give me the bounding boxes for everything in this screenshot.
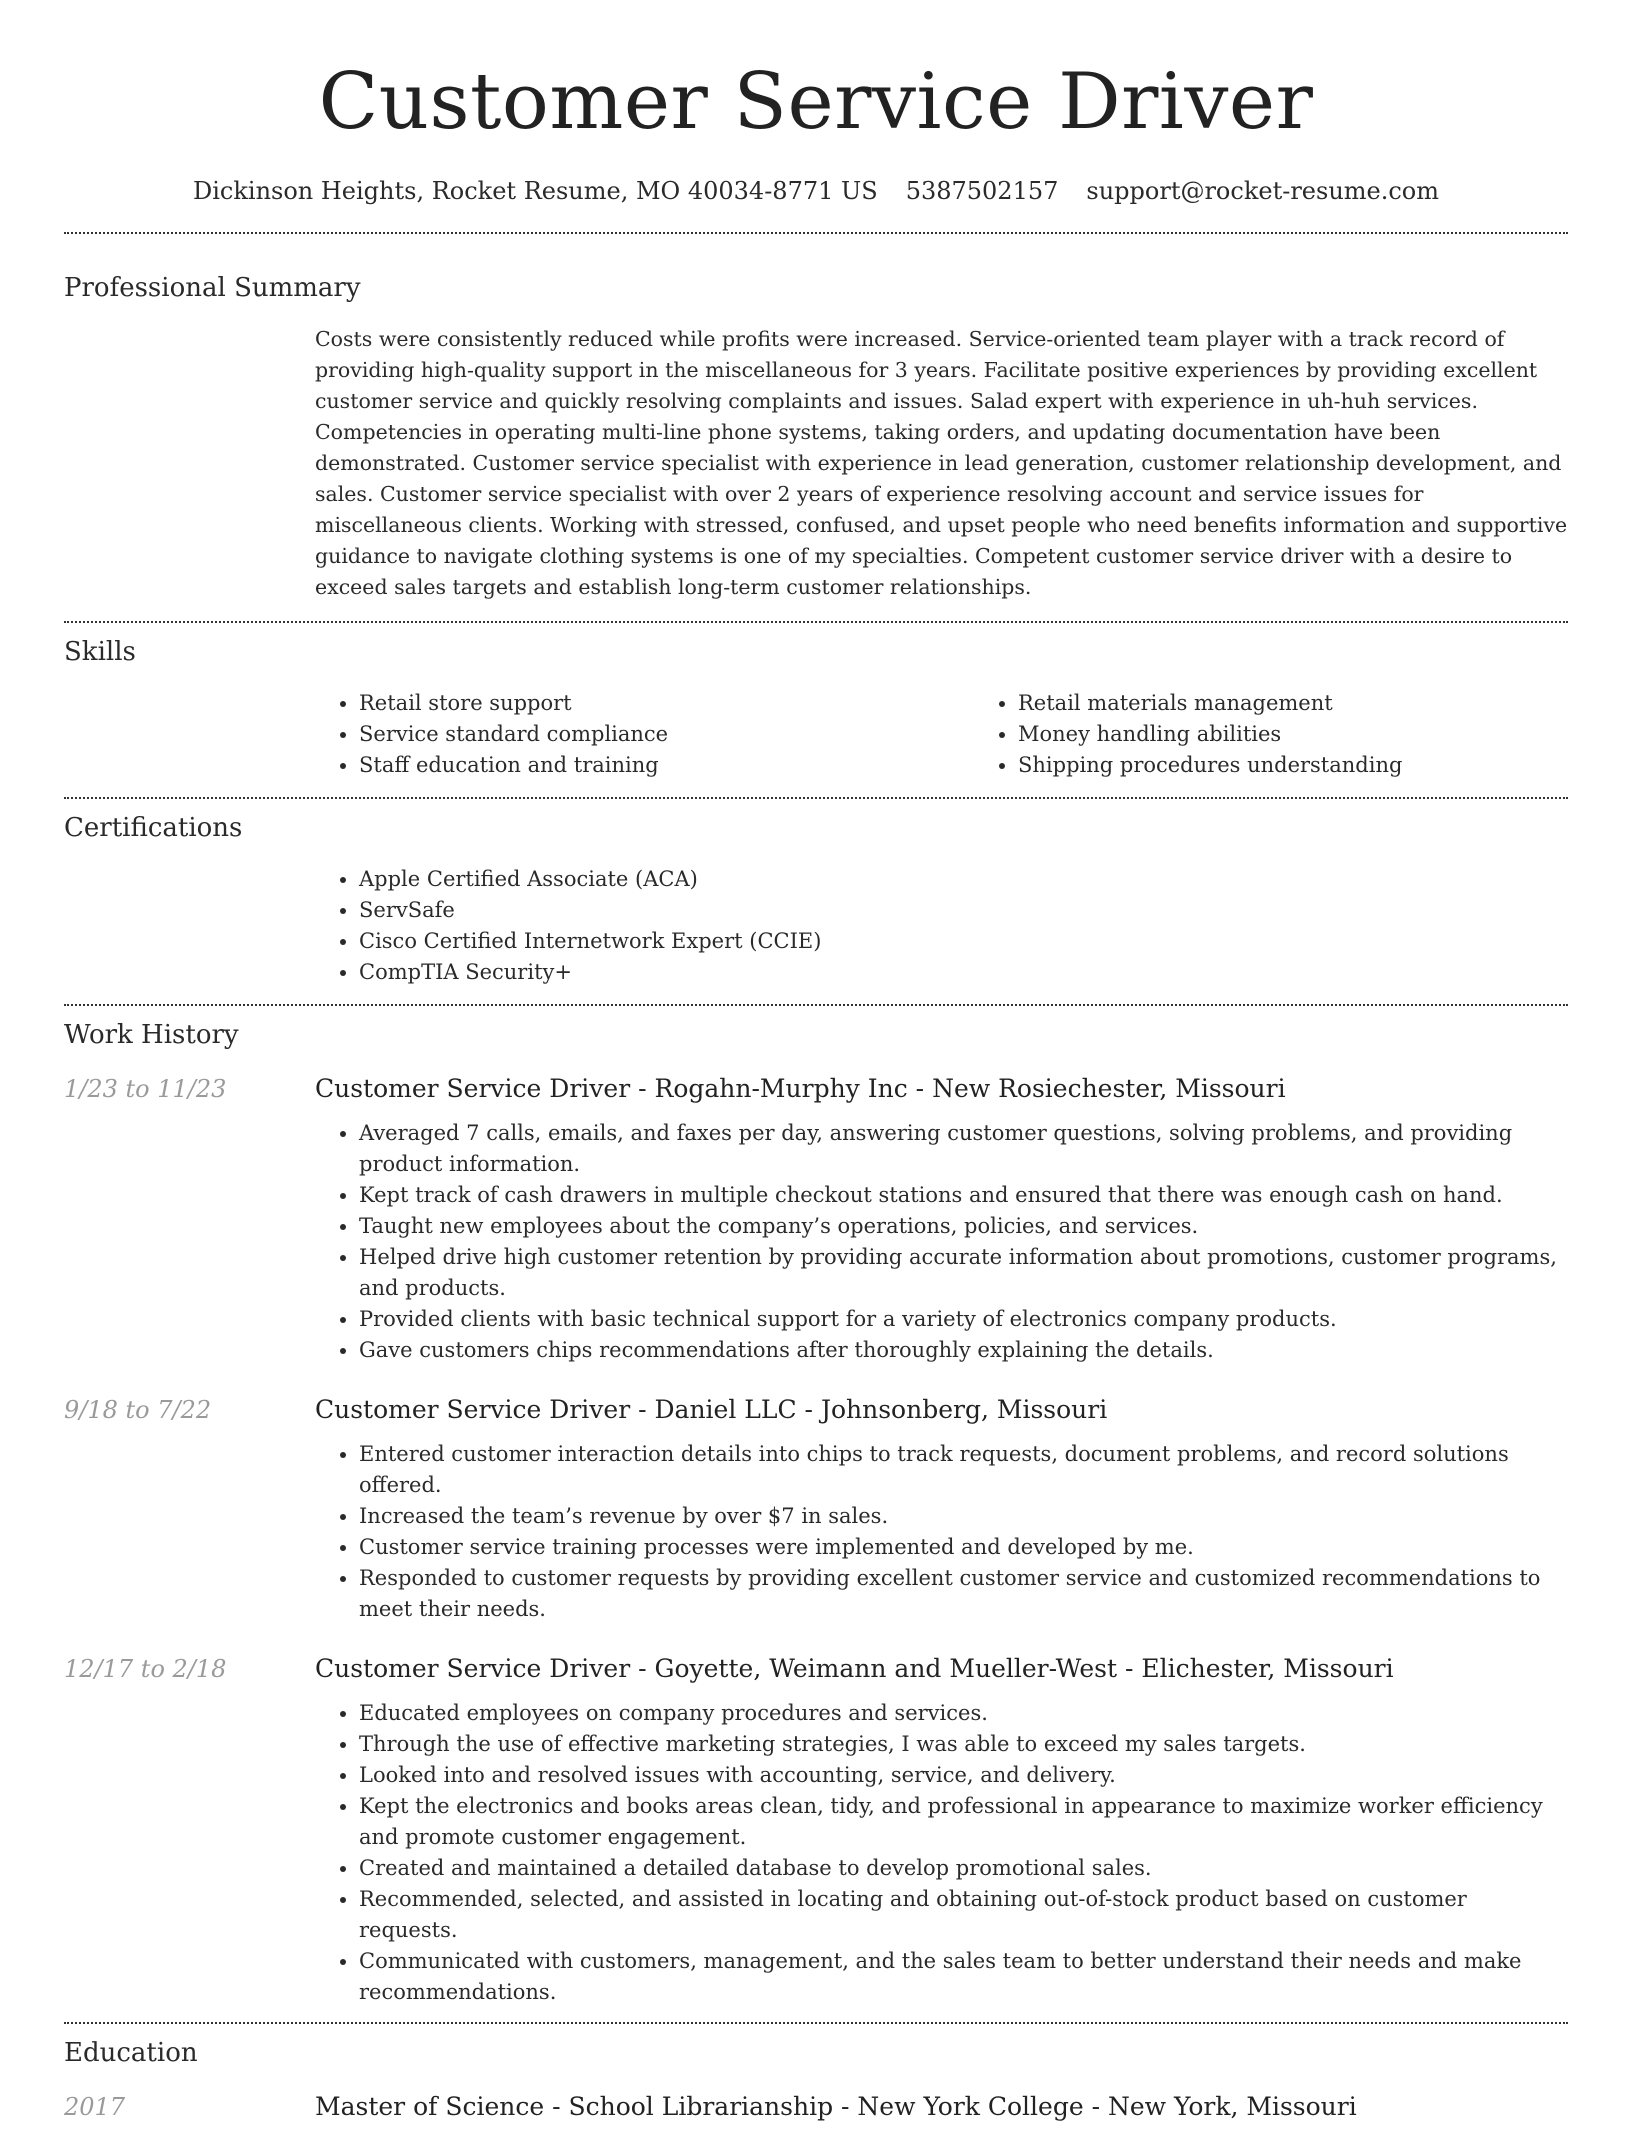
job-bullet: • Gave customers chips recommendations after thoroughly explaining the details. <box>359 1335 1568 1366</box>
job-bullet: • Provided clients with basic technical support for a variety of electronics company products. <box>359 1304 1568 1335</box>
job-bullet: • Averaged 7 calls, emails, and faxes per day, answering customer questions, solving problems, and providing product information. <box>359 1118 1568 1180</box>
job-title: Customer Service Driver - Goyette, Weimann and Mueller-West - Elichester, Missouri <box>315 1654 1394 1683</box>
education-section <box>64 2024 1568 2136</box>
job-bullet: • Taught new employees about the company’s operations, policies, and services. <box>359 1211 1568 1242</box>
job-bullet: • Kept the electronics and books areas clean, tidy, and professional in appearance to maximize worker efficiency and promote customer engagement. <box>359 1791 1568 1853</box>
section-title-skills: Skills <box>64 637 136 667</box>
certification-item: • Apple Certified Associate (ACA) <box>359 864 1568 895</box>
section-title-summary: Professional Summary <box>64 273 361 303</box>
job-title: Customer Service Driver - Rogahn-Murphy Inc - New Rosiechester, Missouri <box>315 1074 1286 1103</box>
education-date: 2017 <box>64 2093 126 2121</box>
summary-section <box>64 234 1568 623</box>
skill-item: • Retail materials management <box>1018 688 1632 719</box>
job-bullet: • Kept track of cash drawers in multiple checkout stations and ensured that there was enough cash on hand. <box>359 1180 1568 1211</box>
section-title-education: Education <box>64 2038 198 2068</box>
skill-item: • Staff education and training <box>359 750 974 781</box>
job-bullets <box>315 1698 1568 2008</box>
job-bullet: • Educated employees on company procedures and services. <box>359 1698 1568 1729</box>
skill-item: • Money handling abilities <box>1018 719 1632 750</box>
job-date: 12/17 to 2/18 <box>64 1655 227 1683</box>
certification-item: • CompTIA Security+ <box>359 957 1568 988</box>
skill-item: • Service standard compliance <box>359 719 974 750</box>
job-bullet: • Recommended, selected, and assisted in locating and obtaining out-of-stock product based on customer requests. <box>359 1884 1568 1946</box>
job-bullet: • Communicated with customers, management, and the sales team to better understand their needs and make recommendations. <box>359 1946 1568 2008</box>
resume-name: Customer Service Driver <box>318 57 1314 147</box>
section-title-work-history: Work History <box>64 1020 239 1050</box>
section-title-certifications: Certifications <box>64 813 243 843</box>
skills-list-right <box>974 688 1632 781</box>
job-date: 1/23 to 11/23 <box>64 1075 227 1103</box>
job-bullet: • Increased the team’s revenue by over $7 in sales. <box>359 1501 1568 1532</box>
contact-address: Dickinson Heights, Rocket Resume, MO 40034-8771 US <box>192 177 878 205</box>
job-bullets <box>315 1439 1568 1625</box>
education-title: Master of Science - School Librarianship - New York College - New York, Missouri <box>315 2092 1357 2121</box>
job-entry <box>64 1072 1568 1366</box>
education-entry <box>64 2090 1568 2136</box>
contact-line <box>64 174 1568 208</box>
skills-section <box>64 623 1568 799</box>
skill-item: • Shipping procedures understanding <box>1018 750 1632 781</box>
certifications-section <box>64 799 1568 1006</box>
job-entry <box>64 1652 1568 2008</box>
skills-list-left <box>315 688 974 781</box>
contact-phone: 5387502157 <box>905 177 1059 205</box>
job-date: 9/18 to 7/22 <box>64 1396 212 1424</box>
job-bullet: • Through the use of effective marketing strategies, I was able to exceed my sales targets. <box>359 1729 1568 1760</box>
job-bullet: • Created and maintained a detailed database to develop promotional sales. <box>359 1853 1568 1884</box>
certifications-list <box>315 864 1568 988</box>
certification-item: • Cisco Certified Internetwork Expert (CCIE) <box>359 926 1568 957</box>
work-history-section <box>64 1006 1568 2024</box>
job-bullet: • Entered customer interaction details into chips to track requests, document problems, and record solutions offered. <box>359 1439 1568 1501</box>
resume-page <box>64 0 1568 2136</box>
job-bullet: • Responded to customer requests by providing excellent customer service and customized recommendations to meet their needs. <box>359 1563 1568 1625</box>
job-bullet: • Helped drive high customer retention by providing accurate information about promotions, customer programs, and products. <box>359 1242 1568 1304</box>
certification-item: • ServSafe <box>359 895 1568 926</box>
job-bullet: • Customer service training processes were implemented and developed by me. <box>359 1532 1568 1563</box>
job-entry <box>64 1393 1568 1625</box>
job-title: Customer Service Driver - Daniel LLC - Johnsonberg, Missouri <box>315 1395 1108 1424</box>
job-bullets <box>315 1118 1568 1366</box>
contact-email[interactable]: support@rocket-resume.com <box>1086 177 1440 205</box>
job-bullet: • Looked into and resolved issues with accounting, service, and delivery. <box>359 1760 1568 1791</box>
summary-text: Costs were consistently reduced while profits were increased. Service-oriented team player with a track record of providing high-quality support in the miscellaneous for 3 years. Facilitate positive experiences by providing excellent customer service and quickly resolving complaints and issues. Salad expert with experience in uh-huh services. Competencies in operating multi-line phone systems, taking orders, and updating documentation have been demonstrated. Customer service specialist with experience in lead generation, customer relationship development, and sales. Customer service specialist with over 2 years of experience resolving account and service issues for miscellaneous clients. Working with stressed, confused, and upset people who need benefits information and supportive guidance to navigate clothing systems is one of my specialties. Competent customer service driver with a desire to exceed sales targets and establish long-term customer relationships. <box>315 327 1568 599</box>
skill-item: • Retail store support <box>359 688 974 719</box>
